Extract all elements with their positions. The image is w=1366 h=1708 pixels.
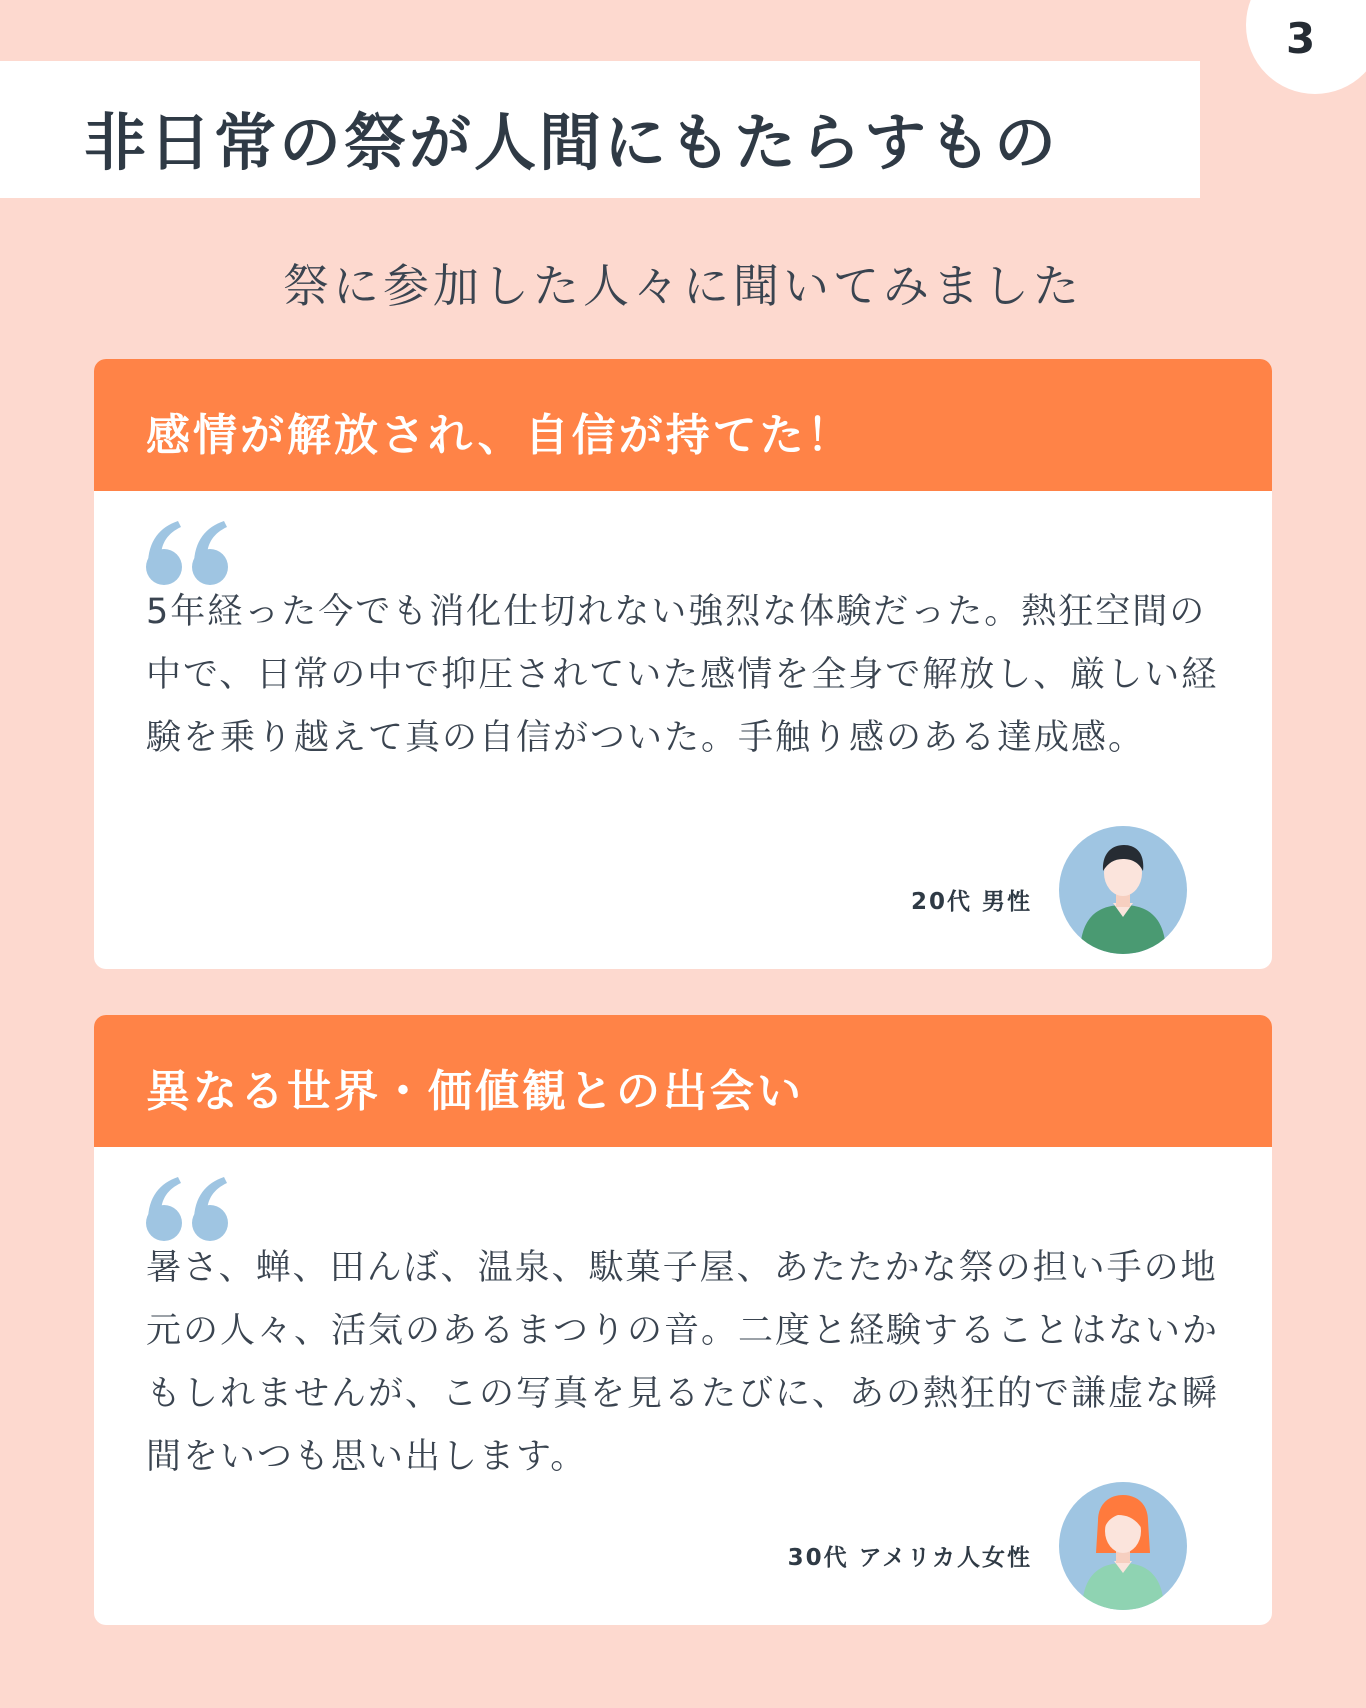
quote-mark-icon [146,521,232,587]
page-subtitle: 祭に参加した人々に聞いてみました [283,259,1083,313]
testimonial-card [94,359,1272,969]
testimonial-heading: 異なる世界・価値観との出会い [146,1066,804,1117]
testimonial-quote: 5年経った今でも消化仕切れない強烈な体験だった。熱狂空間の中で、日常の中で抑圧されていた感情を全身で解放し、厳しい経験を乗り越えて真の自信がついた。手触り感のある達成感。 [146,592,1219,758]
testimonial-header [94,359,1272,491]
page-number-badge [1246,0,1366,94]
testimonial-card [94,1015,1272,1625]
testimonial-header [94,1015,1272,1147]
testimonial-heading: 感情が解放され、自信が持てた！ [146,410,854,461]
female-avatar-icon [1058,1481,1188,1611]
page-number: 3 [1286,14,1316,63]
title-band [0,61,1200,198]
male-avatar-icon [1058,825,1188,955]
testimonial-author: 20代 男性 [910,889,1032,915]
quote-mark-icon [146,1177,232,1243]
page-title: 非日常の祭が人間にもたらすもの [84,106,1060,179]
testimonial-author: 30代 アメリカ人女性 [787,1545,1032,1571]
testimonial-quote: 暑さ、蝉、田んぼ、温泉、駄菓子屋、あたたかな祭の担い手の地元の人々、活気のあるまつりの音。二度と経験することはないかもしれませんが、この写真を見るたびに、あの熱狂的で謙虚な瞬間をいつも思い出します。 [146,1248,1220,1477]
